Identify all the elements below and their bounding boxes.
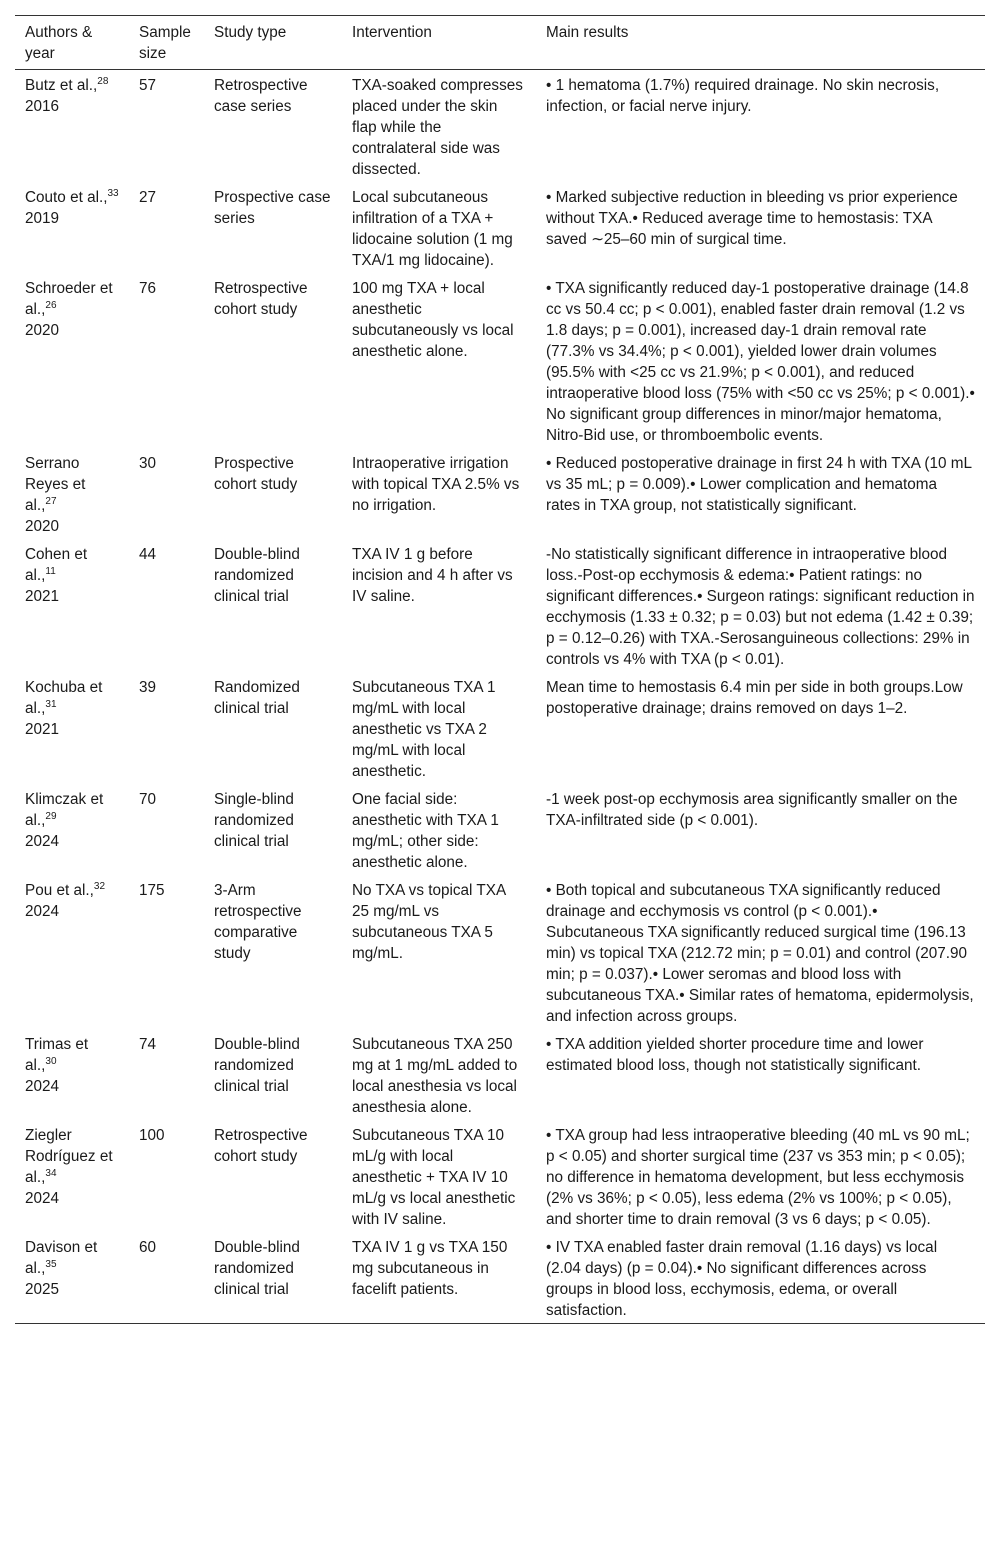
intervention-cell: TXA IV 1 g vs TXA 150 mg subcutaneous in facelift patients. — [352, 1239, 508, 1298]
table-row — [15, 70, 985, 183]
header-authors: Authors & year — [25, 24, 93, 62]
reference-number: 35 — [45, 1258, 57, 1270]
publication-year: 2024 — [25, 903, 60, 920]
reference-number: 29 — [45, 810, 57, 822]
sample-size-cell: 74 — [139, 1036, 157, 1053]
study-type-cell: Single-blind randomized clinical trial — [214, 791, 294, 850]
publication-year: 2020 — [25, 322, 60, 339]
author-cell — [15, 448, 129, 539]
study-type-cell: Randomized clinical trial — [214, 679, 300, 717]
main-results-cell: Mean time to hemostasis 6.4 min per side in both groups.Low postoperative drainage; drains removed on days 1–2. — [546, 679, 963, 717]
author-name: Serrano Reyes et al., — [25, 455, 86, 514]
sample-size-cell: 70 — [139, 791, 157, 808]
reference-number: 26 — [45, 299, 57, 311]
reference-number: 27 — [45, 495, 57, 507]
intervention-cell: Subcutaneous TXA 1 mg/mL with local anesthetic vs TXA 2 mg/mL with local anesthetic. — [352, 679, 496, 780]
table-row — [15, 273, 985, 448]
sample-size-cell: 27 — [139, 189, 157, 206]
reference-number: 32 — [93, 880, 106, 892]
author-cell — [15, 70, 129, 183]
study-type-cell: 3-Arm retrospective comparative study — [214, 882, 302, 962]
table-header — [15, 16, 985, 70]
sample-size-cell: 57 — [139, 77, 157, 94]
study-type-cell: Prospective case series — [214, 189, 331, 227]
reference-number: 30 — [45, 1055, 57, 1067]
study-type-cell: Retrospective cohort study — [214, 1127, 308, 1165]
intervention-cell: One facial side: anesthetic with TXA 1 mg/mL; other side: anesthetic alone. — [352, 791, 499, 871]
main-results-cell: -1 week post-op ecchymosis area significantly smaller on the TXA-infiltrated side (p < 0.001). — [546, 791, 958, 829]
author-cell — [15, 182, 129, 273]
table-row — [15, 182, 985, 273]
main-results-cell: • Reduced postoperative drainage in first 24 h with TXA (10 mL vs 35 mL; p = 0.009).• Lower complication and hematoma rates in TXA group, not statistically significant. — [546, 455, 972, 514]
intervention-cell: Subcutaneous TXA 10 mL/g with local anesthetic + TXA IV 10 mL/g vs local anesthetic with IV saline. — [352, 1127, 516, 1228]
main-results-cell: • TXA group had less intraoperative bleeding (40 mL vs 90 mL; p < 0.05) and shorter surgical time (237 vs 353 min; p < 0.05); no difference in hematoma development, but less ecchymosis (2% vs 36%; p < 0.05), less edema (2% vs 100%; p < 0.05), and shorter time to drain removal (3 vs 6 days; p < 0.05). — [546, 1127, 970, 1228]
publication-year: 2020 — [25, 518, 60, 535]
reference-number: 33 — [107, 187, 119, 199]
study-type-cell: Retrospective cohort study — [214, 280, 308, 318]
reference-number: 31 — [45, 698, 57, 710]
intervention-cell: TXA-soaked compresses placed under the skin flap while the contralateral side was dissected. — [352, 77, 523, 178]
author-name: Trimas et al., — [25, 1036, 89, 1074]
table-row — [15, 784, 985, 875]
intervention-cell: Subcutaneous TXA 250 mg at 1 mg/mL added to local anesthesia vs local anesthesia alone. — [352, 1036, 518, 1116]
author-cell — [15, 1120, 129, 1232]
study-type-cell: Prospective cohort study — [214, 455, 298, 493]
header-row — [15, 16, 985, 70]
intervention-cell: No TXA vs topical TXA 25 mg/mL vs subcutaneous TXA 5 mg/mL. — [352, 882, 506, 962]
intervention-cell: TXA IV 1 g before incision and 4 h after vs IV saline. — [352, 546, 513, 605]
main-results-cell: • Both topical and subcutaneous TXA significantly reduced drainage and ecchymosis vs control (p < 0.001).• Subcutaneous TXA significantly reduced surgical time (196.13 min) vs topical TXA (212.72 min; p = 0.01) and control (207.90 min; p = 0.037).• Lower seromas and blood loss with subcutaneous TXA.• Similar rates of hematoma, epidermolysis, and infection across groups. — [546, 882, 974, 1025]
publication-year: 2024 — [25, 1190, 60, 1207]
study-type-cell: Retrospective case series — [214, 77, 308, 115]
study-type-cell: Double-blind randomized clinical trial — [214, 1239, 300, 1298]
header-study-type: Study type — [214, 24, 287, 41]
reference-number: 34 — [45, 1167, 57, 1179]
header-main-results: Main results — [546, 24, 629, 41]
author-name: Ziegler Rodríguez et al., — [25, 1127, 113, 1186]
author-name: Butz et al., — [25, 77, 98, 94]
table-row — [15, 1029, 985, 1120]
main-results-cell: -No statistically significant difference in intraoperative blood loss.-Post-op ecchymosis & edema:• Patient ratings: no significant differences.• Surgeon ratings: significant reduction in ecchymosis (1.33 ± 0.32; p = 0.03) but not edema (1.42 ± 0.39; p = 0.12–0.26) with TXA.-Serosanguineous collections: 29% in controls vs 4% with TXA (p < 0.01). — [546, 546, 975, 668]
study-type-cell: Double-blind randomized clinical trial — [214, 1036, 300, 1095]
reference-number: 11 — [45, 565, 56, 577]
reference-number: 28 — [97, 75, 109, 87]
main-results-cell: • IV TXA enabled faster drain removal (1.16 days) vs local (2.04 days) (p = 0.04).• No significant differences across groups in blood loss, ecchymosis, edema, or overall satisfaction. — [546, 1239, 938, 1319]
author-name: Cohen et al., — [25, 546, 88, 584]
author-cell — [15, 539, 129, 672]
sample-size-cell: 60 — [139, 1239, 157, 1256]
header-sample-size: Sample size — [139, 24, 191, 62]
author-cell — [15, 1232, 129, 1324]
author-cell — [15, 784, 129, 875]
author-name: Pou et al., — [25, 882, 94, 899]
publication-year: 2025 — [25, 1281, 60, 1298]
publication-year: 2019 — [25, 210, 60, 227]
author-name: Klimczak et al., — [25, 791, 104, 829]
author-cell — [15, 273, 129, 448]
intervention-cell: Intraoperative irrigation with topical TXA 2.5% vs no irrigation. — [352, 455, 520, 514]
table-row — [15, 672, 985, 784]
author-name: Kochuba et al., — [25, 679, 103, 717]
intervention-cell: Local subcutaneous infiltration of a TXA + lidocaine solution (1 mg TXA/1 mg lidocaine). — [352, 189, 513, 269]
sample-size-cell: 39 — [139, 679, 157, 696]
study-type-cell: Double-blind randomized clinical trial — [214, 546, 300, 605]
intervention-cell: 100 mg TXA + local anesthetic subcutaneously vs local anesthetic alone. — [352, 280, 514, 360]
sample-size-cell: 44 — [139, 546, 157, 563]
author-cell — [15, 672, 129, 784]
table-row — [15, 875, 985, 1029]
table-row — [15, 1120, 985, 1232]
table-row — [15, 448, 985, 539]
author-name: Couto et al., — [25, 189, 108, 206]
header-intervention: Intervention — [352, 24, 432, 41]
sample-size-cell: 30 — [139, 455, 157, 472]
sample-size-cell: 76 — [139, 280, 157, 297]
publication-year: 2024 — [25, 833, 60, 850]
publication-year: 2024 — [25, 1078, 60, 1095]
author-cell — [15, 1029, 129, 1120]
main-results-cell: • 1 hematoma (1.7%) required drainage. No skin necrosis, infection, or facial nerve injury. — [546, 77, 940, 115]
main-results-cell: • TXA significantly reduced day-1 postoperative drainage (14.8 cc vs 50.4 cc; p < 0.001), enabled faster drain removal (1.2 vs 1.8 days; p = 0.001), increased day-1 drain removal rate (77.3% vs 34.4%; p < 0.001), yielded lower drain volumes (95.5% with <25 cc vs 21.9%; p < 0.001), and reduced intraoperative blood loss (75% with <50 cc vs 25%; p < 0.001).• No significant group differences in minor/major hematoma, Nitro-Bid use, or thromboembolic events. — [546, 280, 975, 444]
author-name: Davison et al., — [25, 1239, 98, 1277]
publication-year: 2021 — [25, 588, 60, 605]
sample-size-cell: 175 — [139, 882, 165, 899]
main-results-cell: • TXA addition yielded shorter procedure time and lower estimated blood loss, though not statistically significant. — [546, 1036, 924, 1074]
main-results-cell: • Marked subjective reduction in bleeding vs prior experience without TXA.• Reduced average time to hemostasis: TXA saved ∼25–60 min of surgical time. — [546, 189, 958, 248]
sample-size-cell: 100 — [139, 1127, 165, 1144]
studies-table-container — [15, 15, 985, 1324]
author-name: Schroeder et al., — [25, 280, 113, 318]
table-body — [15, 70, 985, 1324]
publication-year: 2021 — [25, 721, 60, 738]
table-row — [15, 1232, 985, 1324]
studies-table — [15, 15, 985, 1324]
table-row — [15, 539, 985, 672]
publication-year: 2016 — [25, 98, 60, 115]
author-cell — [15, 875, 129, 1029]
